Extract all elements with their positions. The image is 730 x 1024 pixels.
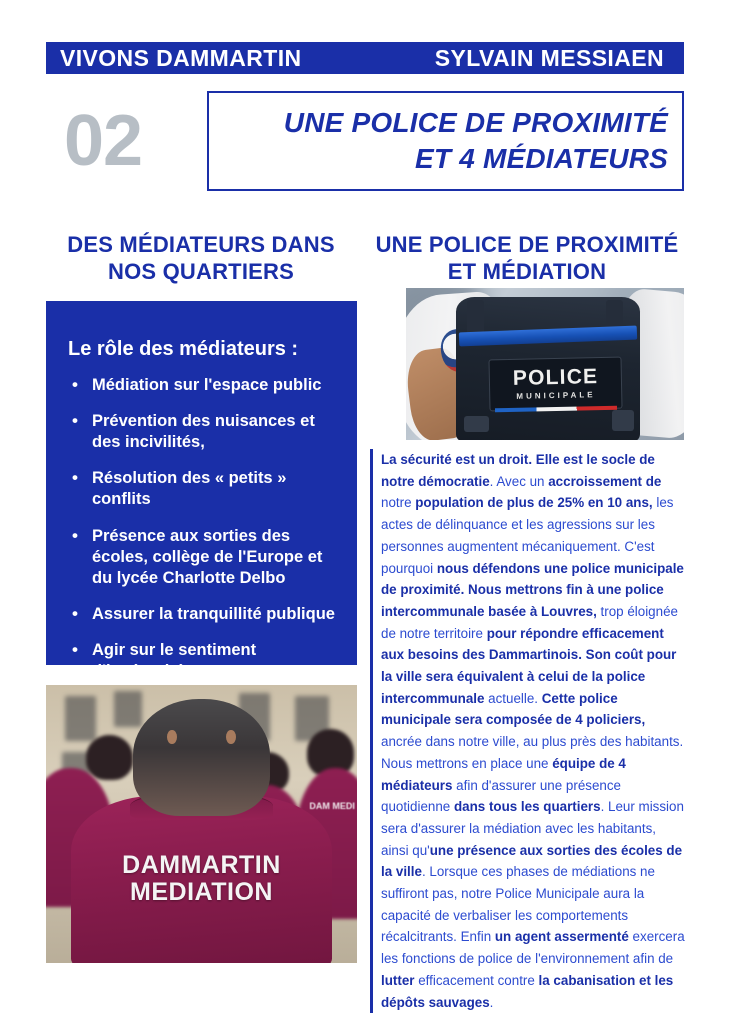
body-text-run: notre [381,495,416,511]
body-text-run: . Leur mission sera d'assurer la médiation avec les habitants, ainsi qu' [381,799,684,858]
body-text-run: exercera les fonctions de police de l'environnement afin de [381,929,685,967]
mediators-role-panel [46,301,357,681]
vest-buckle [612,410,634,431]
body-text-emphasis: lutter [381,972,415,988]
body-text-emphasis: dans tous les quartiers [453,799,601,815]
body-text-emphasis: une présence aux sorties des écoles de la ville [381,842,683,880]
body-text-run: trop éloignée de notre territoire [381,603,678,641]
mediator-bullet-2: • Prévention des nuisances et des incivilités, [70,411,339,453]
ear [226,730,236,744]
section-title-line1: UNE POLICE DE PROXIMITÉ [283,107,668,139]
body-text-emphasis: un agent assermenté [494,929,629,945]
body-text-run: efficacement contre [414,972,539,988]
section-title-line2: ET 4 MÉDIATEURS [415,143,668,174]
shirt-text-dammartin: DAMMARTIN [122,850,281,879]
left-column-heading: DES MÉDIATEURS DANS NOS QUARTIERS [67,232,335,284]
body-text-run: actuelle. [484,690,542,706]
body-text-run: les actes de délinquance et les agressions sur les personnes augmentent mécaniquement. C'est pourquoi [381,495,674,576]
mediation-photo [46,685,357,963]
police-photo [406,288,684,440]
body-text-run: . Lorsque ces phases de médiations ne suffiront pas, notre Police Municipale aura la capacité de verbaliser les comportements récalcitrants. Enfin [381,864,655,945]
body-text-emphasis: nous défendons une police municipale de proximité. Nous mettrons fin à une police intercommunale basée à Louvres, [381,560,684,619]
body-text-column [370,449,686,1013]
body-text-run: . [489,994,494,1010]
body-text-emphasis: accroissement de [548,473,662,489]
body-text-emphasis: pour répondre efficacement aux besoins des Dammartinois. Son coût pour la ville sera équivalent à celui de la police intercommunale [381,625,677,706]
mediator-head [133,699,270,816]
panel-title: Le rôle des médiateurs : [68,338,299,360]
body-text-emphasis: la cabanisation et les dépôts sauvages [381,972,674,1010]
background-shirt-text: DAM MEDI [309,800,355,811]
section-title-box [207,91,684,191]
vest-text-municipale: MUNICIPALE [516,390,597,402]
right-column-heading: UNE POLICE DE PROXIMITÉ ET MÉDIATION [375,232,679,284]
header-banner [46,42,684,74]
background-person-head [86,735,133,779]
mediator-bullet-1: • Médiation sur l'espace public [70,375,339,396]
building-window [114,691,142,727]
mediator-bullet-6: • Agir sur le sentiment d'insécurité [70,640,339,682]
vest-text-police: POLICE [513,365,599,391]
body-text-emphasis: population de plus de 25% en 10 ans, [415,495,653,511]
brand-name: VIVONS DAMMARTIN [60,44,302,71]
body-text-run: ancrée dans notre ville, au plus près des habitants. Nous mettrons en place une [381,734,684,771]
shirt-text-mediation: MEDIATION [130,877,273,906]
body-text-run: afin d'assurer une présence quotidienne [381,777,622,815]
mediation-shirt-caption [46,852,357,906]
mediators-bullet-list [56,375,339,682]
body-text-emphasis: équipe de 4 médiateurs [381,755,626,793]
mediator-bullet-3: • Résolution des « petits » conflits [70,468,339,510]
vest-buckle [464,416,489,433]
building-window [65,696,96,740]
body-text-emphasis: La sécurité est un droit. Elle est le socle de notre démocratie [381,452,655,489]
vest-police-plate [489,357,623,411]
body-paragraph [381,449,686,1013]
body-text-emphasis: Cette police municipale sera composée de 4 policiers, [381,690,646,728]
section-number: 02 [64,101,143,181]
candidate-name: SYLVAIN MESSIAEN [434,44,664,71]
body-text-run: . Avec un [489,473,549,489]
mediator-bullet-4: • Présence aux sorties des écoles, collège de l'Europe et du lycée Charlotte Delbo [70,526,339,589]
ear [167,730,177,744]
section-header [46,91,684,193]
mediator-bullet-5: • Assurer la tranquillité publique [70,604,339,625]
